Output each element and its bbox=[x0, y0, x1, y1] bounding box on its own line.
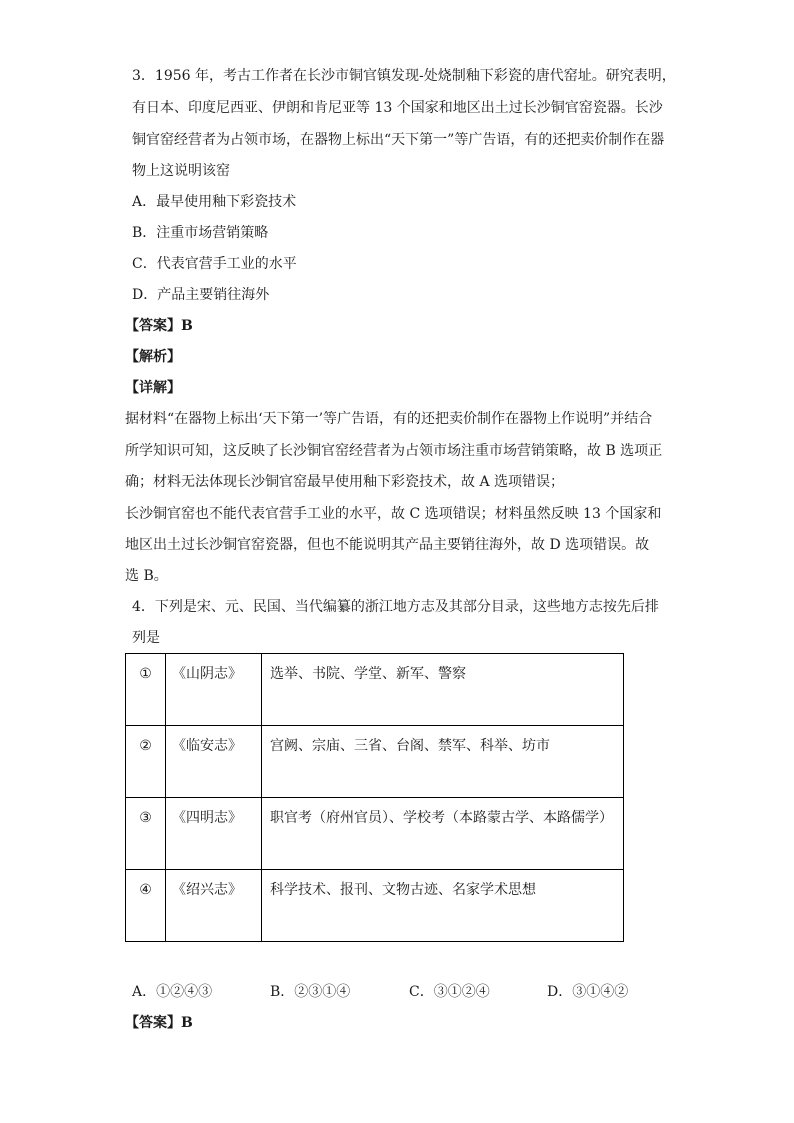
q3-stem-line-2: 有日本、印度尼西亚、伊朗和肯尼亚等 13 个国家和地区出土过长沙铜官窑瓷器。长沙 bbox=[132, 100, 663, 116]
q3-explanation-line-3: 确；材料无法体现长沙铜官窑最早使用釉下彩瓷技术，故 A 选项错误； bbox=[125, 474, 565, 490]
table-row bbox=[126, 870, 624, 942]
row-number: ③ bbox=[126, 798, 166, 870]
q3-explanation-line-2: 所学知识可知，这反映了长沙铜官窑经营者为占领市场注重市场营销策略，故 B 选项正 bbox=[125, 443, 663, 459]
q3-explanation-line-1: 据材料“在器物上标出‘天下第一’等广告语，有的还把卖价制作在器物上作说明”并结合 bbox=[125, 411, 653, 427]
q4-stem-line-2: 列是 bbox=[132, 630, 160, 646]
gazetteer-contents: 职官考（府州官员）、学校考（本路蒙古学、本路儒学） bbox=[262, 798, 624, 870]
q4-option-d: D．③①④② bbox=[547, 984, 629, 1000]
q4-stem-line-1: 4．下列是宋、元、民国、当代编纂的浙江地方志及其部分目录，这些地方志按先后排 bbox=[132, 599, 659, 615]
gazetteer-title: 《山阴志》 bbox=[166, 654, 262, 726]
q3-option-c: C．代表官营手工业的水平 bbox=[132, 256, 297, 272]
table-row bbox=[126, 798, 624, 870]
gazetteer-contents: 选举、书院、学堂、新军、警察 bbox=[262, 654, 624, 726]
row-number: ② bbox=[126, 726, 166, 798]
gazetteer-title: 《绍兴志》 bbox=[166, 870, 262, 942]
q3-analysis-label: 【解析】 bbox=[125, 349, 181, 365]
table-row bbox=[126, 654, 624, 726]
q3-detail-label: 【详解】 bbox=[125, 380, 181, 396]
gazetteer-title: 《四明志》 bbox=[166, 798, 262, 870]
table-row bbox=[126, 726, 624, 798]
gazetteer-table bbox=[125, 653, 624, 942]
gazetteer-contents: 科学技术、报刊、文物古迹、名家学术思想 bbox=[262, 870, 624, 942]
q3-stem-line-1: 3．1956 年，考古工作者在长沙市铜官镇发现-处烧制釉下彩瓷的唐代窑址。研究表明， bbox=[132, 68, 676, 84]
gazetteer-title: 《临安志》 bbox=[166, 726, 262, 798]
q3-option-a: A．最早使用釉下彩瓷技术 bbox=[132, 194, 297, 210]
q3-stem-line-3: 铜官窑经营者为占领市场，在器物上标出“天下第一”等广告语，有的还把卖价制作在器 bbox=[132, 132, 665, 148]
q3-explanation-line-4: 长沙铜官窑也不能代表官营手工业的水平，故 C 选项错误；材料虽然反映 13 个国家和 bbox=[125, 506, 662, 522]
q4-option-c: C．③①②④ bbox=[409, 984, 490, 1000]
q4-answer: 【答案】B bbox=[125, 1015, 193, 1031]
q3-explanation-line-5: 地区出土过长沙铜官窑瓷器，但也不能说明其产品主要销往海外，故 D 选项错误。故 bbox=[125, 537, 650, 553]
q3-explanation-line-6: 选 B。 bbox=[125, 568, 168, 584]
row-number: ④ bbox=[126, 870, 166, 942]
q3-answer: 【答案】B bbox=[125, 318, 193, 334]
q3-stem-line-4: 物上这说明该窑 bbox=[132, 163, 230, 179]
q3-option-b: B．注重市场营销策略 bbox=[132, 225, 269, 241]
row-number: ① bbox=[126, 654, 166, 726]
q4-option-b: B．②③①④ bbox=[270, 984, 351, 1000]
q3-option-d: D．产品主要销往海外 bbox=[132, 287, 270, 303]
gazetteer-contents: 宫阙、宗庙、三省、台阁、禁军、科举、坊市 bbox=[262, 726, 624, 798]
q4-option-a: A．①②④③ bbox=[132, 984, 213, 1000]
